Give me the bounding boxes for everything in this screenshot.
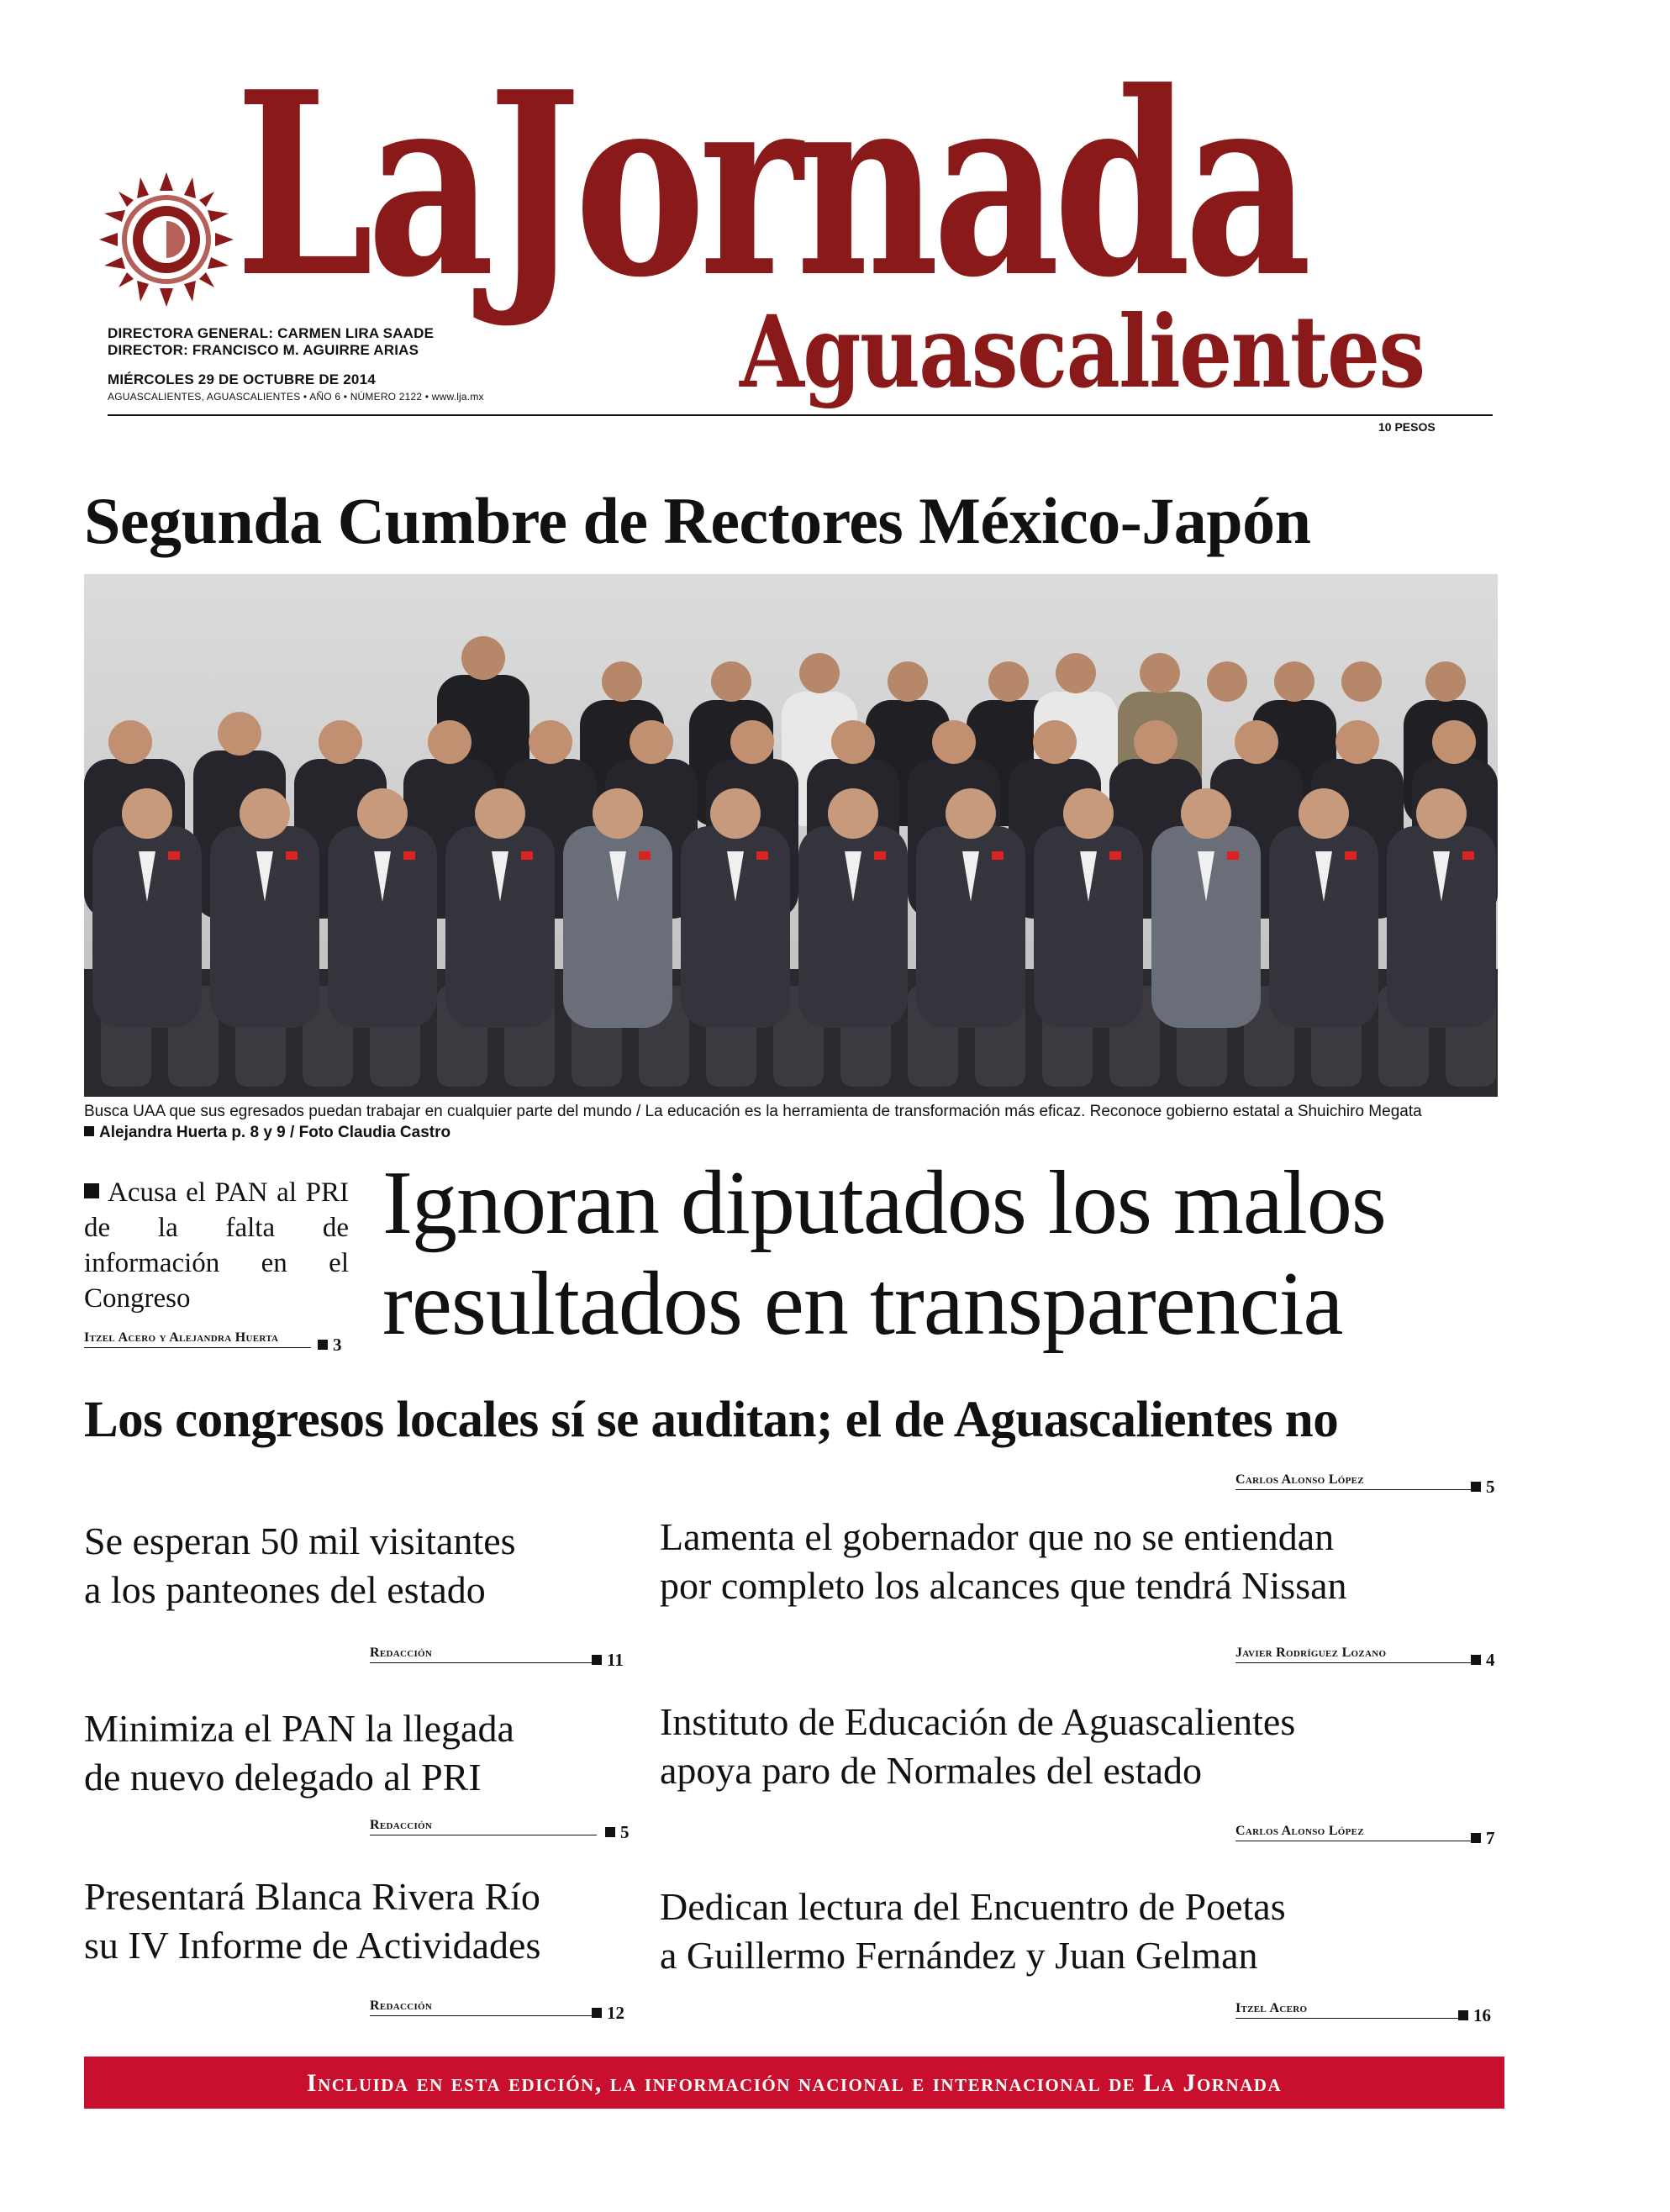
bullet-icon [605, 1827, 615, 1837]
story-encuentro-poetas[interactable] [660, 1883, 1286, 1980]
story-line: Lamenta el gobernador que no se entiendan [660, 1515, 1335, 1558]
story-line: a Guillermo Fernández y Juan Gelman [660, 1934, 1258, 1977]
story-line: apoya paro de Normales del estado [660, 1749, 1203, 1792]
story-instituto-educacion[interactable] [660, 1698, 1295, 1795]
story-byline: Itzel Acero [1235, 2001, 1308, 2015]
story-pan-delegado[interactable] [84, 1704, 514, 1802]
top-headline: Segunda Cumbre de Rectores México-Japón [84, 484, 1311, 557]
story-rule [370, 1662, 597, 1663]
story-page: 4 [1471, 1650, 1495, 1671]
story-line: Presentará Blanca Rivera Río [84, 1875, 540, 1918]
subheadline: Los congresos locales sí se auditan; el de Aguascalientes no [84, 1392, 1339, 1448]
main-headline[interactable] [382, 1153, 1500, 1355]
story-byline: Redacción [370, 1646, 433, 1660]
story-page: 7 [1471, 1828, 1495, 1849]
main-headline-line2: resultados en transparencia [382, 1254, 1343, 1354]
bullet-icon [1458, 2010, 1468, 2020]
story-rule [370, 2015, 597, 2016]
story-blanca-rivera[interactable] [84, 1872, 540, 1970]
story-line: Instituto de Educación de Aguascalientes [660, 1700, 1296, 1743]
story-line: de nuevo delegado al PRI [84, 1756, 482, 1799]
price-label: 10 PESOS [1378, 420, 1436, 434]
masthead-edition: AGUASCALIENTES, AGUASCALIENTES • AÑO 6 • NÚMERO 2122 • www.lja.mx [108, 391, 484, 403]
footer-banner-text: Incluida en esta edición, la información nacional e internacional de La Jornada [306, 2069, 1283, 2097]
masthead-directora: DIRECTORA GENERAL: CARMEN LIRA SAADE [108, 325, 435, 341]
story-byline: Carlos Alonso López [1235, 1824, 1364, 1838]
brief-story[interactable] [84, 1175, 349, 1316]
story-byline: Javier Rodríguez Lozano [1235, 1646, 1387, 1660]
bullet-icon [84, 1183, 99, 1198]
bullet-icon [592, 2008, 602, 2018]
bullet-icon [1471, 1655, 1481, 1665]
story-byline: Redacción [370, 1818, 433, 1832]
story-page: 12 [592, 2003, 624, 2024]
brief-rule [84, 1347, 311, 1348]
story-rule [1235, 2018, 1462, 2019]
story-page: 11 [592, 1650, 624, 1671]
story-panteones[interactable] [84, 1517, 516, 1614]
story-line: Se esperan 50 mil visitantes [84, 1519, 516, 1562]
bullet-icon [84, 1126, 94, 1136]
masthead-director: DIRECTOR: FRANCISCO M. AGUIRRE ARIAS [108, 342, 419, 358]
story-line: su IV Informe de Actividades [84, 1924, 541, 1967]
bullet-icon [318, 1340, 328, 1350]
story-page: 16 [1458, 2005, 1491, 2026]
masthead-rule [108, 414, 1493, 416]
main-byline: Carlos Alonso López [1235, 1472, 1364, 1487]
photo-credit [84, 1124, 450, 1142]
bullet-icon [1471, 1482, 1481, 1492]
main-headline-line1: Ignoran diputados los malos [382, 1153, 1386, 1253]
masthead-title: LaJornada [235, 36, 1306, 333]
masthead-subtitle: Aguascalientes [740, 293, 1425, 410]
group-photo [84, 574, 1498, 1097]
story-page: 5 [605, 1822, 630, 1843]
main-rule [1235, 1489, 1471, 1490]
main-page: 5 [1471, 1477, 1495, 1498]
photo-credit-text: Alejandra Huerta p. 8 y 9 / Foto Claudia Castro [99, 1124, 451, 1141]
story-line: a los panteones del estado [84, 1568, 486, 1611]
masthead-date: MIÉRCOLES 29 DE OCTUBRE DE 2014 [108, 371, 376, 387]
brief-byline: Itzel Acero y Alejandra Huerta [84, 1330, 279, 1345]
sun-logo-icon [99, 172, 234, 307]
story-nissan[interactable] [660, 1513, 1347, 1610]
story-line: Dedican lectura del Encuentro de Poetas [660, 1885, 1286, 1928]
story-line: Minimiza el PAN la llegada [84, 1707, 514, 1750]
story-line: por completo los alcances que tendrá Nissan [660, 1564, 1347, 1607]
story-rule [1235, 1662, 1471, 1663]
bullet-icon [1471, 1833, 1481, 1843]
photo-caption: Busca UAA que sus egresados puedan trabajar en cualquier parte del mundo / La educación es la herramienta de transformación más eficaz. Reconoce gobierno estatal a Shuichiro Megata [84, 1103, 1422, 1120]
brief-text: Acusa el PAN al PRI de la falta de información en el Congreso [84, 1177, 349, 1314]
story-byline: Redacción [370, 1999, 433, 2013]
brief-page: 3 [318, 1335, 342, 1356]
bullet-icon [592, 1655, 602, 1665]
